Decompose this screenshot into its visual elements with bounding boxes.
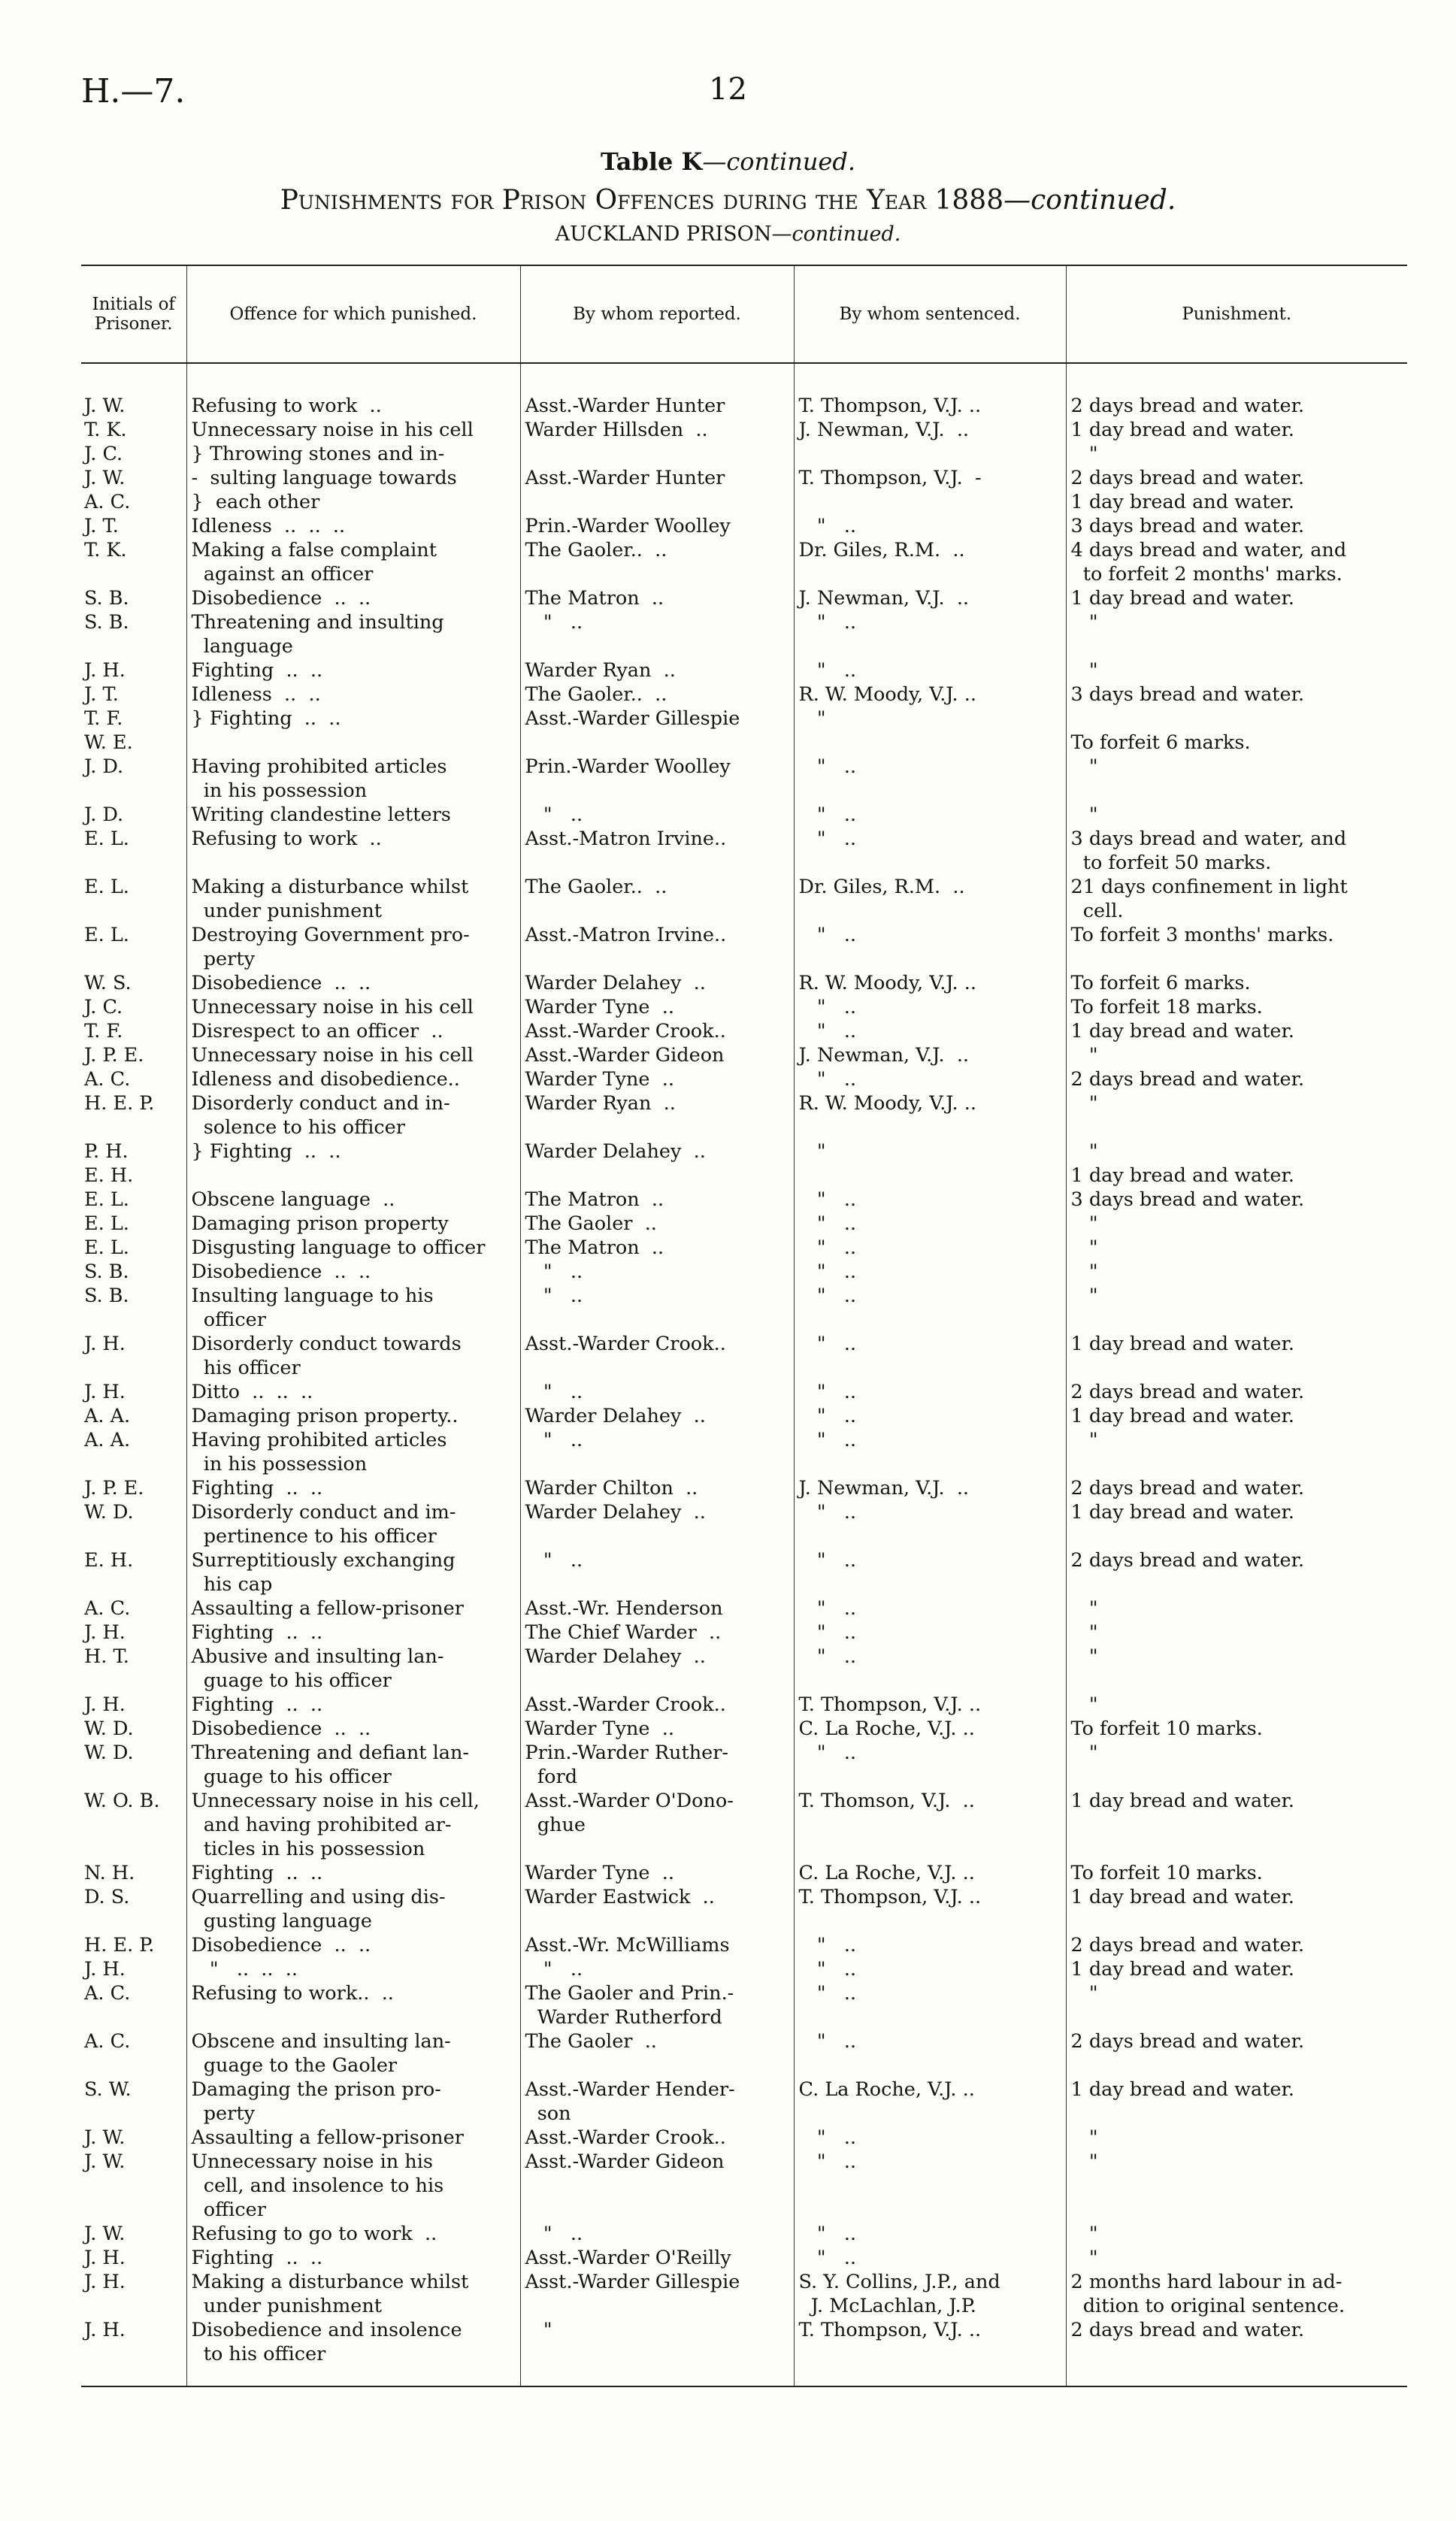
prison-name: AUCKLAND PRISON—continued.	[555, 222, 901, 246]
col-header-reported: By whom reported.	[520, 265, 794, 363]
cell-reported: Asst.-Warder Hunter Warder Hillsden .. Asst.-Warder Hunter Prin.-Warder Woolley The Gaoler.. .. The Matron .. " .. Warder Ryan .. The Gaoler.. .. Asst.-Warder Gillespie Prin.-Warder Woolley " .. Asst.-Matron Irvine.. The Gaoler.. .. Asst.-Matron Irvine.. Warder Delahey .. Warder Tyne .. Asst.-Warder Crook.. Asst.-Warder Gideon Warder Tyne .. Warder Ryan .. Warder Delahey .. The Matron .. The Gaoler .. The Matron .. " .. " .. Asst.-Warder Crook.. " .. Warder Delahey .. " .. Warder Chilton .. Warder Delahey .. " .. Asst.-Wr. Henderson The Chief Warder .. Warder Delahey .. Asst.-Warder Crook.. Warder Tyne .. Prin.-Warder Ruther- ford Asst.-Warder O'Dono- ghue Warder Tyne .. Warder Eastwick .. Asst.-Wr. McWilliams " .. The Gaoler and Prin.- Warder Rutherford The Gaoler .. Asst.-Warder Hender- son Asst.-Warder Crook.. Asst.-Warder Gideon " .. Asst.-Warder O'Reilly Asst.-Warder Gillespie "	[520, 363, 794, 2386]
table-row	[81, 363, 1407, 2386]
col-header-punishment: Punishment.	[1066, 265, 1407, 363]
table-subtitle: Punishments for Prison Offences during the Year 1888—continued.	[280, 185, 1176, 216]
col-header-offence: Offence for which punished.	[186, 265, 520, 363]
col-header-initials: Initials of Prisoner.	[81, 265, 186, 363]
page-number: 12	[709, 72, 747, 107]
cell-punishment: 2 days bread and water. 1 day bread and water. " 2 days bread and water. 1 day bread and water. 3 days bread and water. 4 days bread and water, and to forfeit 2 months' marks. 1 day bread and water. " " 3 days bread and water. To forfeit 6 marks. " " 3 days bread and water, and to forfeit 50 marks. 21 days confinement in light cell. To forfeit 3 months' marks. To forfeit 6 marks. To forfeit 18 marks. 1 day bread and water. " 2 days bread and water. " " 1 day bread and water. 3 days bread and water. " " " " 1 day bread and water. 2 days bread and water. 1 day bread and water. " 2 days bread and water. 1 day bread and water. 2 days bread and water. " " " " To forfeit 10 marks. " 1 day bread and water. To forfeit 10 marks. 1 day bread and water. 2 days bread and water. 1 day bread and water. " 2 days bread and water. 1 day bread and water. " " " " 2 months hard labour in ad- dition to original sentence. 2 days bread and water.	[1066, 363, 1407, 2386]
document-reference: H.—7.	[81, 72, 186, 110]
cell-offence: Refusing to work .. Unnecessary noise in his cell } Throwing stones and in- - sulting language towards } each other Idleness .. .. .. Making a false complaint against an officer Disobedience .. .. Threatening and insulting language Fighting .. .. Idleness .. .. } Fighting .. .. Having prohibited articles in his possession Writing clandestine letters Refusing to work .. Making a disturbance whilst under punishment Destroying Government pro- perty Disobedience .. .. Unnecessary noise in his cell Disrespect to an officer .. Unnecessary noise in his cell Idleness and disobedience.. Disorderly conduct and in- solence to his officer } Fighting .. .. Obscene language .. Damaging prison property Disgusting language to officer Disobedience .. .. Insulting language to his officer Disorderly conduct towards his officer Ditto .. .. .. Damaging prison property.. Having prohibited articles in his possession Fighting .. .. Disorderly conduct and im- pertinence to his officer Surreptitiously exchanging his cap Assaulting a fellow-prisoner Fighting .. .. Abusive and insulting lan- guage to his officer Fighting .. .. Disobedience .. .. Threatening and defiant lan- guage to his officer Unnecessary noise in his cell, and having prohibited ar- ticles in his possession Fighting .. .. Quarrelling and using dis- gusting language Disobedience .. .. " .. .. .. Refusing to work.. .. Obscene and insulting lan- guage to the Gaoler Damaging the prison pro- perty Assaulting a fellow-prisoner Unnecessary noise in his cell, and insolence to his officer Refusing to go to work .. Fighting .. .. Making a disturbance whilst under punishment Disobedience and insolence to his officer	[186, 363, 520, 2386]
col-header-sentenced: By whom sentenced.	[794, 265, 1066, 363]
cell-initials: J. W. T. K. J. C. J. W. A. C. J. T. T. K. S. B. S. B. J. H. J. T. T. F. W. E. J. D. J. D. E. L. E. L. E. L. W. S. J. C. T. F. J. P. E. A. C. H. E. P. P. H. E. H. E. L. E. L. E. L. S. B. S. B. J. H. J. H. A. A. A. A. J. P. E. W. D. E. H. A. C. J. H. H. T. J. H. W. D. W. D. W. O. B. N. H. D. S. H. E. P. J. H. A. C. A. C. S. W. J. W. J. W. J. W. J. H. J. H. J. H.	[81, 363, 186, 2386]
table-title: Table K—continued.	[600, 147, 856, 176]
cell-sentenced: T. Thompson, V.J. .. J. Newman, V.J. .. T. Thompson, V.J. - " .. Dr. Giles, R.M. .. J. Newman, V.J. .. " .. " .. R. W. Moody, V.J. .. " " .. " .. " .. Dr. Giles, R.M. .. " .. R. W. Moody, V.J. .. " .. " .. J. Newman, V.J. .. " .. R. W. Moody, V.J. .. " " .. " .. " .. " .. " .. " .. " .. " .. " .. J. Newman, V.J. .. " .. " .. " .. " .. " .. T. Thompson, V.J. .. C. La Roche, V.J. .. " .. T. Thomson, V.J. .. C. La Roche, V.J. .. T. Thompson, V.J. .. " .. " .. " .. " .. C. La Roche, V.J. .. " .. " .. " .. " .. S. Y. Collins, J.P., and J. McLachlan, J.P. T. Thompson, V.J. ..	[794, 363, 1066, 2386]
punishments-table	[81, 265, 1407, 2387]
table-header-row	[81, 265, 1407, 363]
